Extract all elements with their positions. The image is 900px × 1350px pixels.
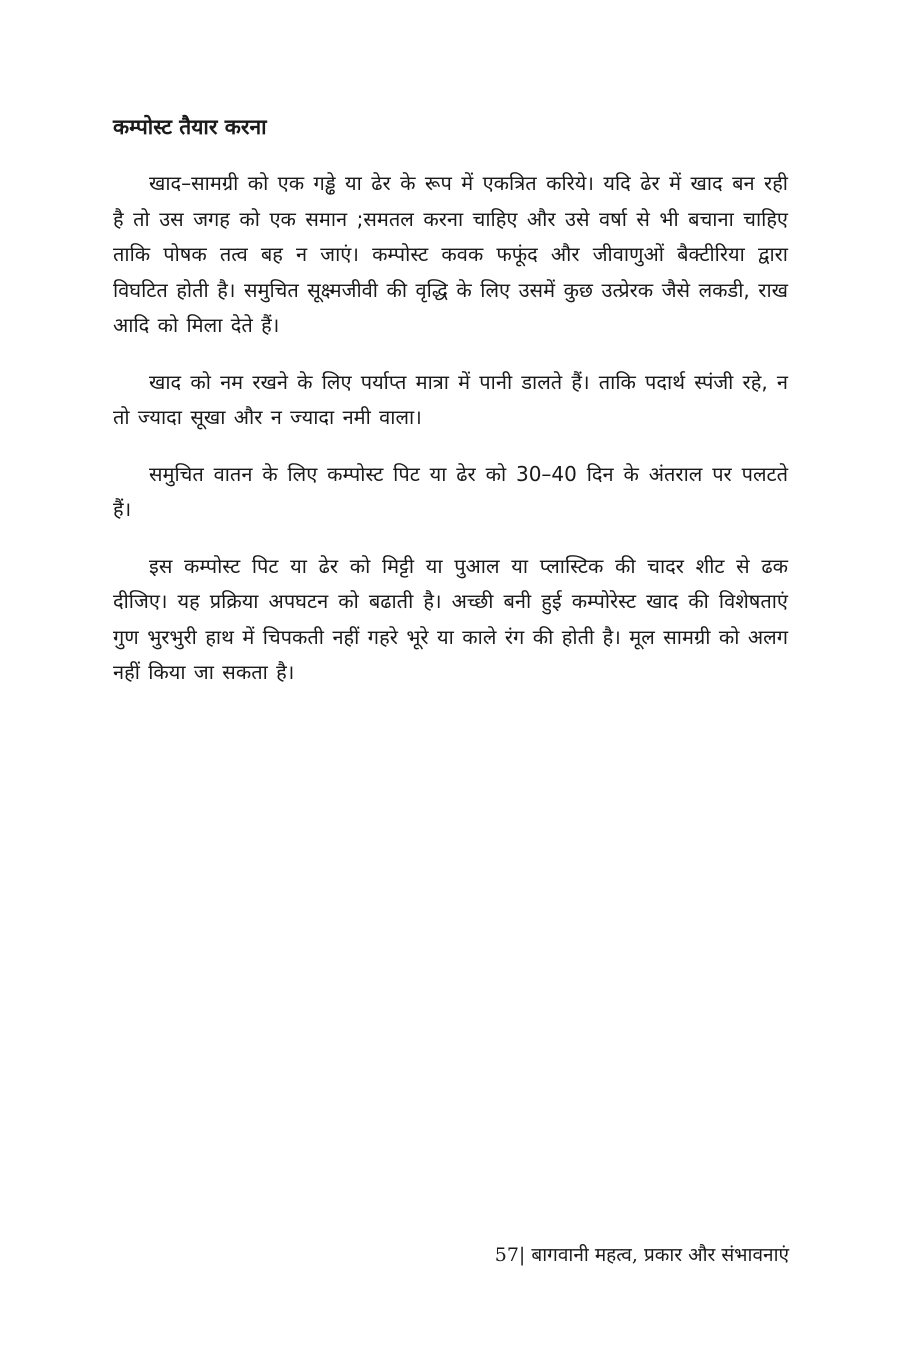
paragraph-aeration: समुचित वातन के लिए कम्पोस्ट पिट या ढेर को 30–40 दिन के अंतराल पर पलटते हैं।: [113, 461, 788, 521]
paragraph-covering: इस कम्पोस्ट पिट या ढेर को मिट्टी या पुआल या प्लास्टिक की चादर शीट से ढक दीजिए। यह प्रक्रिया अपघटन को बढाती है। अच्छी बनी हुई कम्पोरेस्ट खाद की विशेषताएं गुण भुरभुरी हाथ में चिपकती नहीं गहरे भूरे या काले रंग की होती है। मूल सामग्री को अलग नहीं किया जा सकता है।: [113, 553, 788, 684]
section-heading: कम्पोस्ट तैयार करना: [113, 115, 267, 139]
page-content: [113, 110, 788, 712]
paragraph-moisture: खाद को नम रखने के लिए पर्याप्त मात्रा में पानी डालते हैं। ताकि पदार्थ स्पंजी रहे, न तो ज्यादा सूखा और न ज्यादा नमी वाला।: [113, 369, 788, 429]
page-footer: 57| बागवानी महत्व, प्रकार और संभावनाएं: [494, 1244, 789, 1266]
paragraph-collection: खाद–सामग्री को एक गड्ढे या ढेर के रूप में एकत्रित करिये। यदि ढेर में खाद बन रही है तो उस जगह को एक समान ;समतल करना चाहिए और उसे वर्षा से भी बचाना चाहिए ताकि पोषक तत्व बह न जाएं। कम्पोस्ट कवक फफूंद और जीवाणुओं बैक्टीरिया द्वारा विघटित होती है। समुचित सूक्ष्मजीवी की वृद्धि के लिए उसमें कुछ उत्प्रेरक जैसे लकडी, राख आदि को मिला देते हैं।: [113, 171, 788, 337]
